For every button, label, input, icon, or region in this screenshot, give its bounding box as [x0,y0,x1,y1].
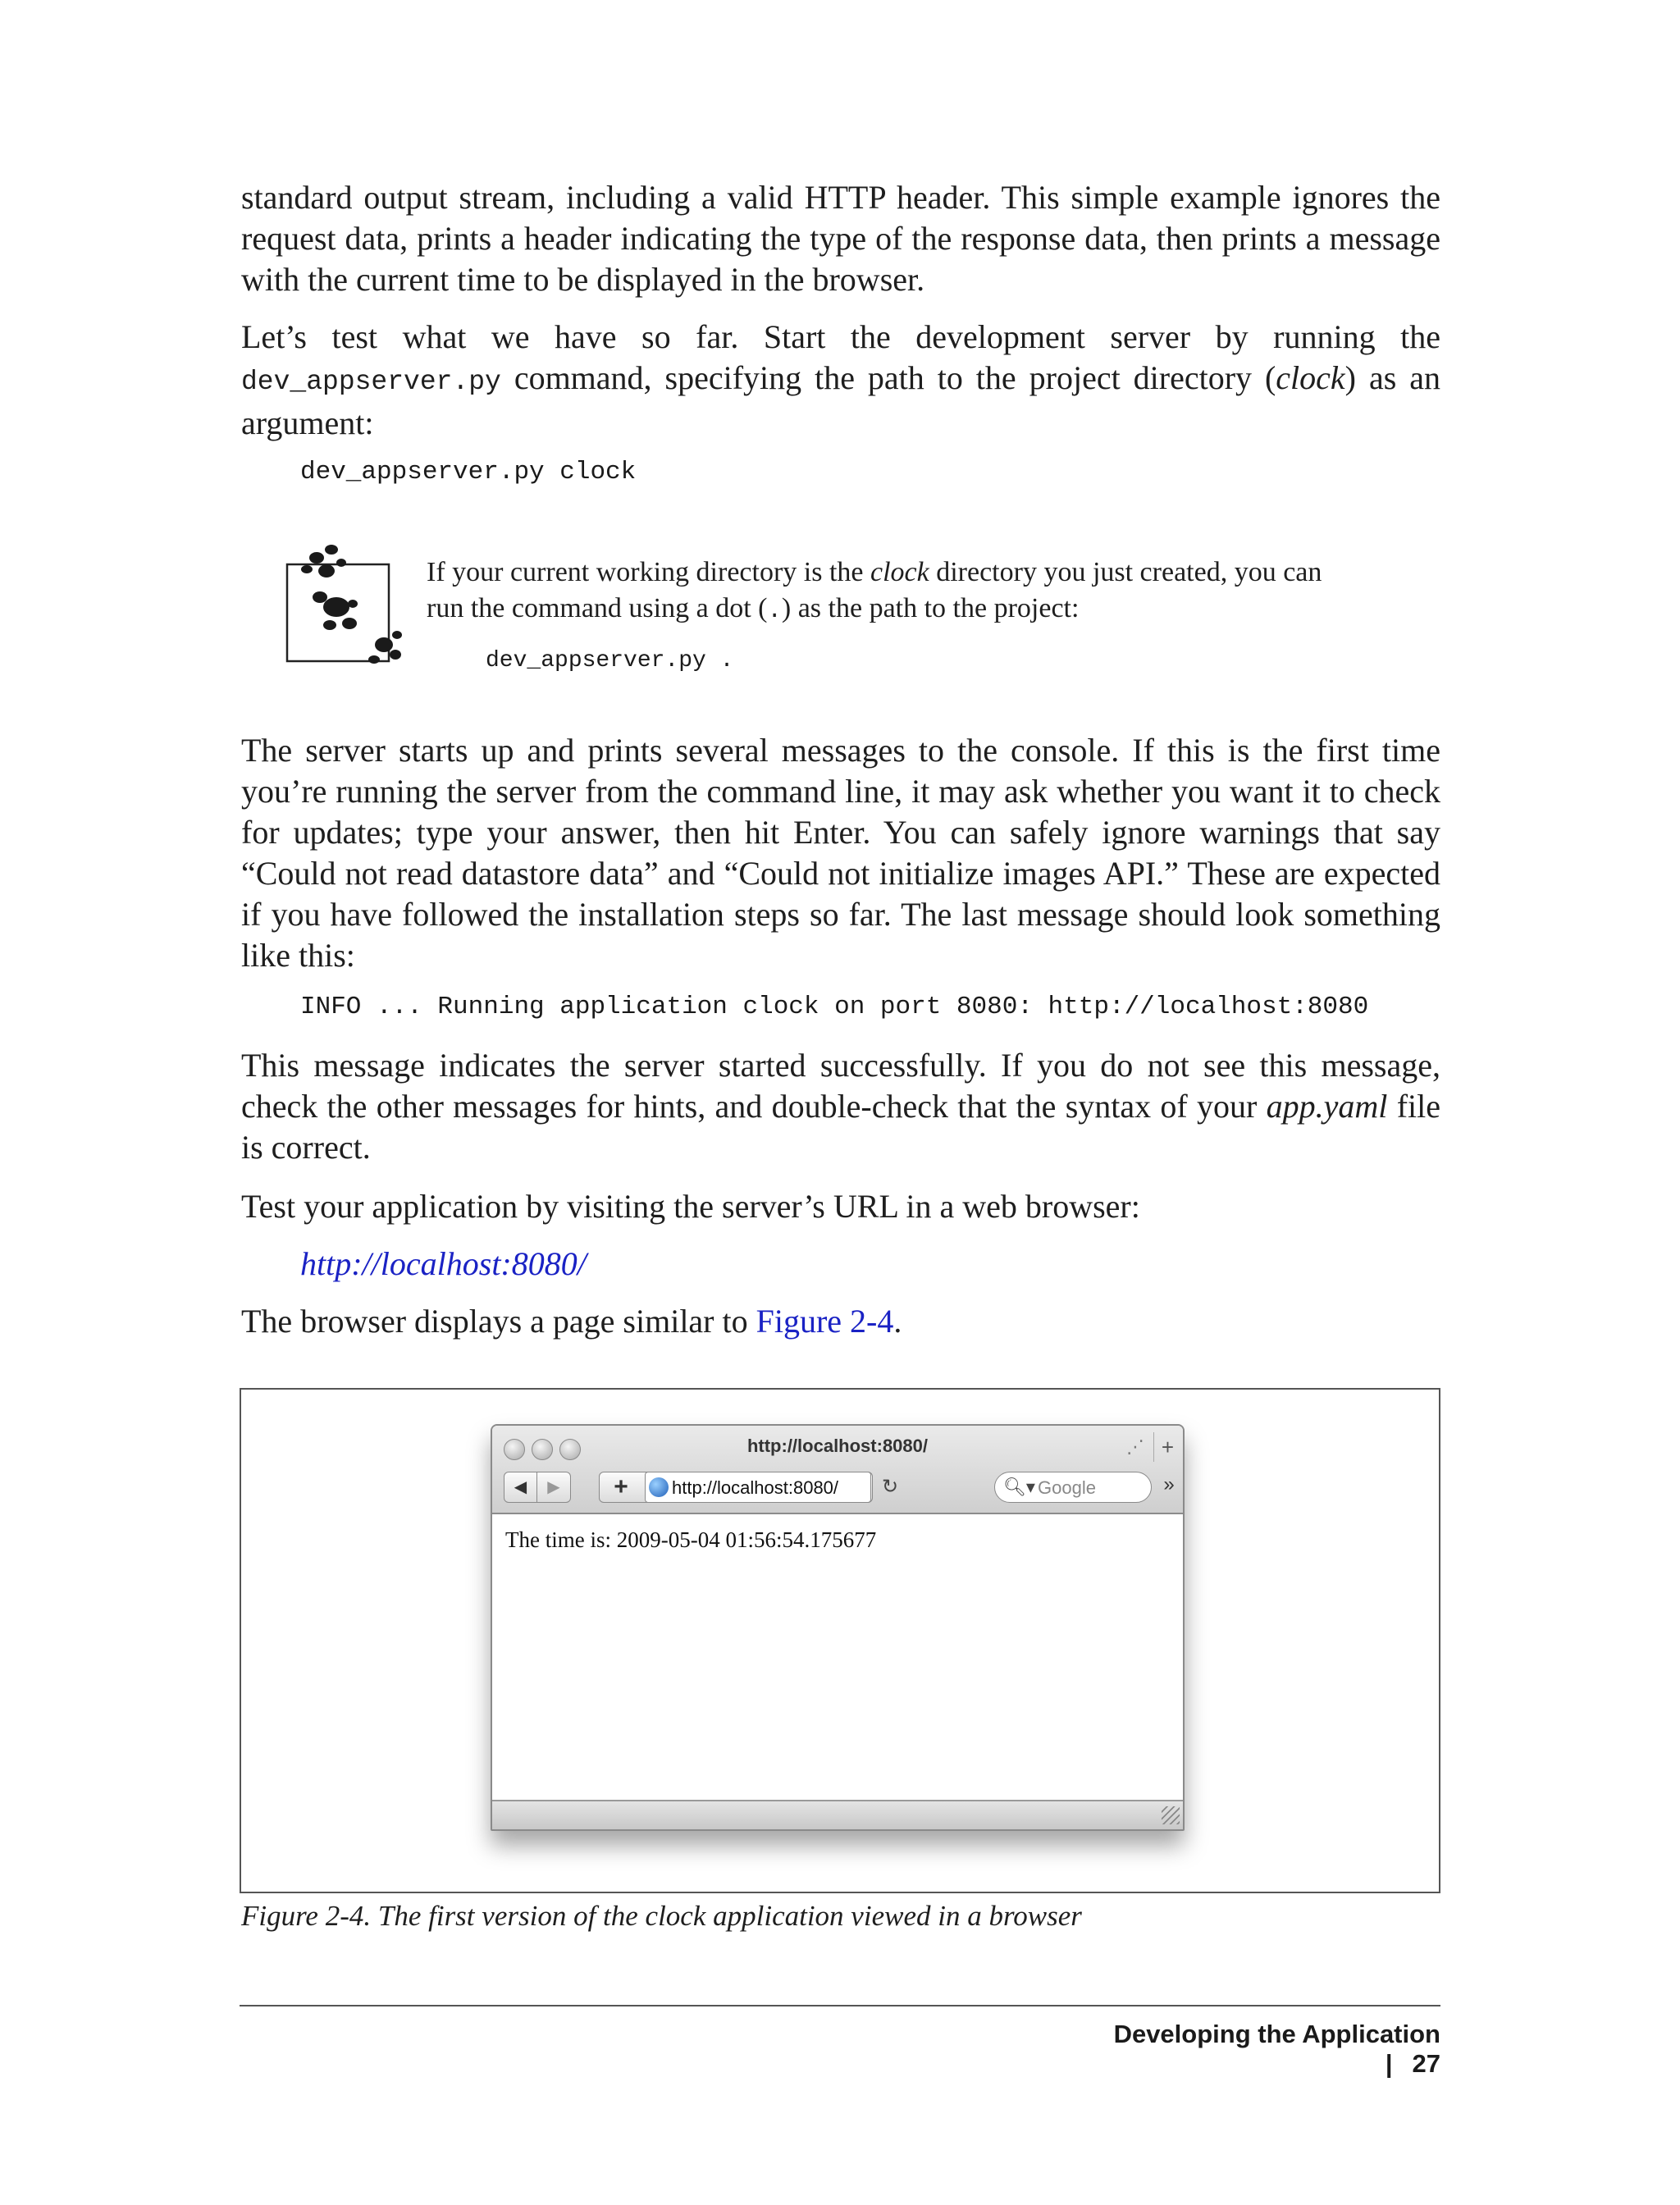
search-input[interactable] [994,1472,1152,1503]
text-run: directory you just created, you can run the command using a dot ( [427,557,1322,623]
text-run: ) as the path to the project: [781,593,1080,623]
italic-term: app.yaml [1266,1088,1388,1125]
page-footer [1091,2020,1440,2079]
paragraph-browser-displays [241,1301,1440,1342]
text-run: The browser displays a page similar to [241,1303,756,1340]
chevron-overflow-icon[interactable]: » [1163,1473,1175,1495]
text-run: This message indicates the server started successfully. If you do not see this message, check the other messages for hints, and double-check that the syntax of your [241,1047,1440,1125]
footer-separator: | [1385,2049,1393,2078]
paragraph-test-app: Test your application by visiting the server’s URL in a web browser: [241,1188,1140,1225]
tip-code-block: dev_appserver.py . [486,648,734,673]
localhost-url-link[interactable]: http://localhost:8080/ [300,1245,587,1282]
code-block-run-server: dev_appserver.py clock [300,458,637,486]
footer-section-title: Developing the Application [1113,2020,1440,2048]
footer-rule [240,2005,1440,2006]
search-placeholder: Google [1038,1477,1096,1498]
figure-reference-link[interactable]: Figure 2-4 [756,1303,894,1340]
rss-icon[interactable]: ⋰ [1126,1436,1144,1457]
paragraph-success [241,1045,1440,1168]
reload-icon[interactable]: ↻ [881,1476,899,1498]
add-bookmark-button[interactable]: + [614,1473,628,1500]
globe-icon [649,1477,669,1497]
inline-code: dev_appserver.py [241,367,501,397]
paragraph-test [241,317,1440,444]
window-title: http://localhost:8080/ [746,1436,929,1456]
text-run: Let’s test what we have so far. Start the development server by running the [241,318,1440,355]
resize-grip-icon[interactable] [1162,1806,1180,1824]
browser-window [491,1424,1185,1831]
back-forward-group [504,1472,571,1503]
address-bar[interactable] [645,1472,871,1503]
paragraph-intro: standard output stream, including a valid HTTP header. This simple example ignores the request data, prints a header indicating the type of the response data, then prints a message with the current time to be displayed in the browser. [241,179,1440,298]
text-run: command, specifying the path to the project directory ( [500,359,1276,396]
inline-code: . [767,597,782,624]
figure-caption: Figure 2-4. The first version of the clock application viewed in a browser [241,1900,1082,1932]
address-bar-url: http://localhost:8080/ [672,1477,839,1498]
paragraph-server-starts: The server starts up and prints several messages to the console. If this is the first time you’re running the server from the command line, it may ask whether you want it to check for updates; type your answer, then hit Enter. You can safely ignore warnings that say “Could not read datastore data” and “Could not initialize images API.” These are expected if you have followed the installation steps so far. The last message should look something like this: [241,732,1440,974]
tip-text [427,555,1354,629]
code-block-info-message: INFO ... Running application clock on port 8080: http://localhost:8080 [300,993,1369,1021]
text-run: . [893,1303,902,1340]
page-number: 27 [1412,2049,1440,2078]
browser-statusbar [492,1800,1183,1829]
page-content-time: The time is: 2009-05-04 01:56:54.175677 [505,1527,877,1552]
text-run: ) as an argument: [241,359,1440,441]
new-tab-button[interactable]: + [1153,1432,1181,1462]
tip-paw-icon [284,532,415,671]
italic-term: clock [870,557,929,587]
text-run: If your current working directory is the [427,557,870,587]
italic-term: clock [1276,359,1345,396]
text-run: file is correct. [241,1088,1440,1166]
browser-titlebar [492,1426,1183,1514]
forward-button[interactable]: ▶ [547,1478,560,1496]
back-button[interactable]: ◀ [504,1472,537,1502]
search-icon: 🔍︎▾ [1003,1477,1035,1497]
